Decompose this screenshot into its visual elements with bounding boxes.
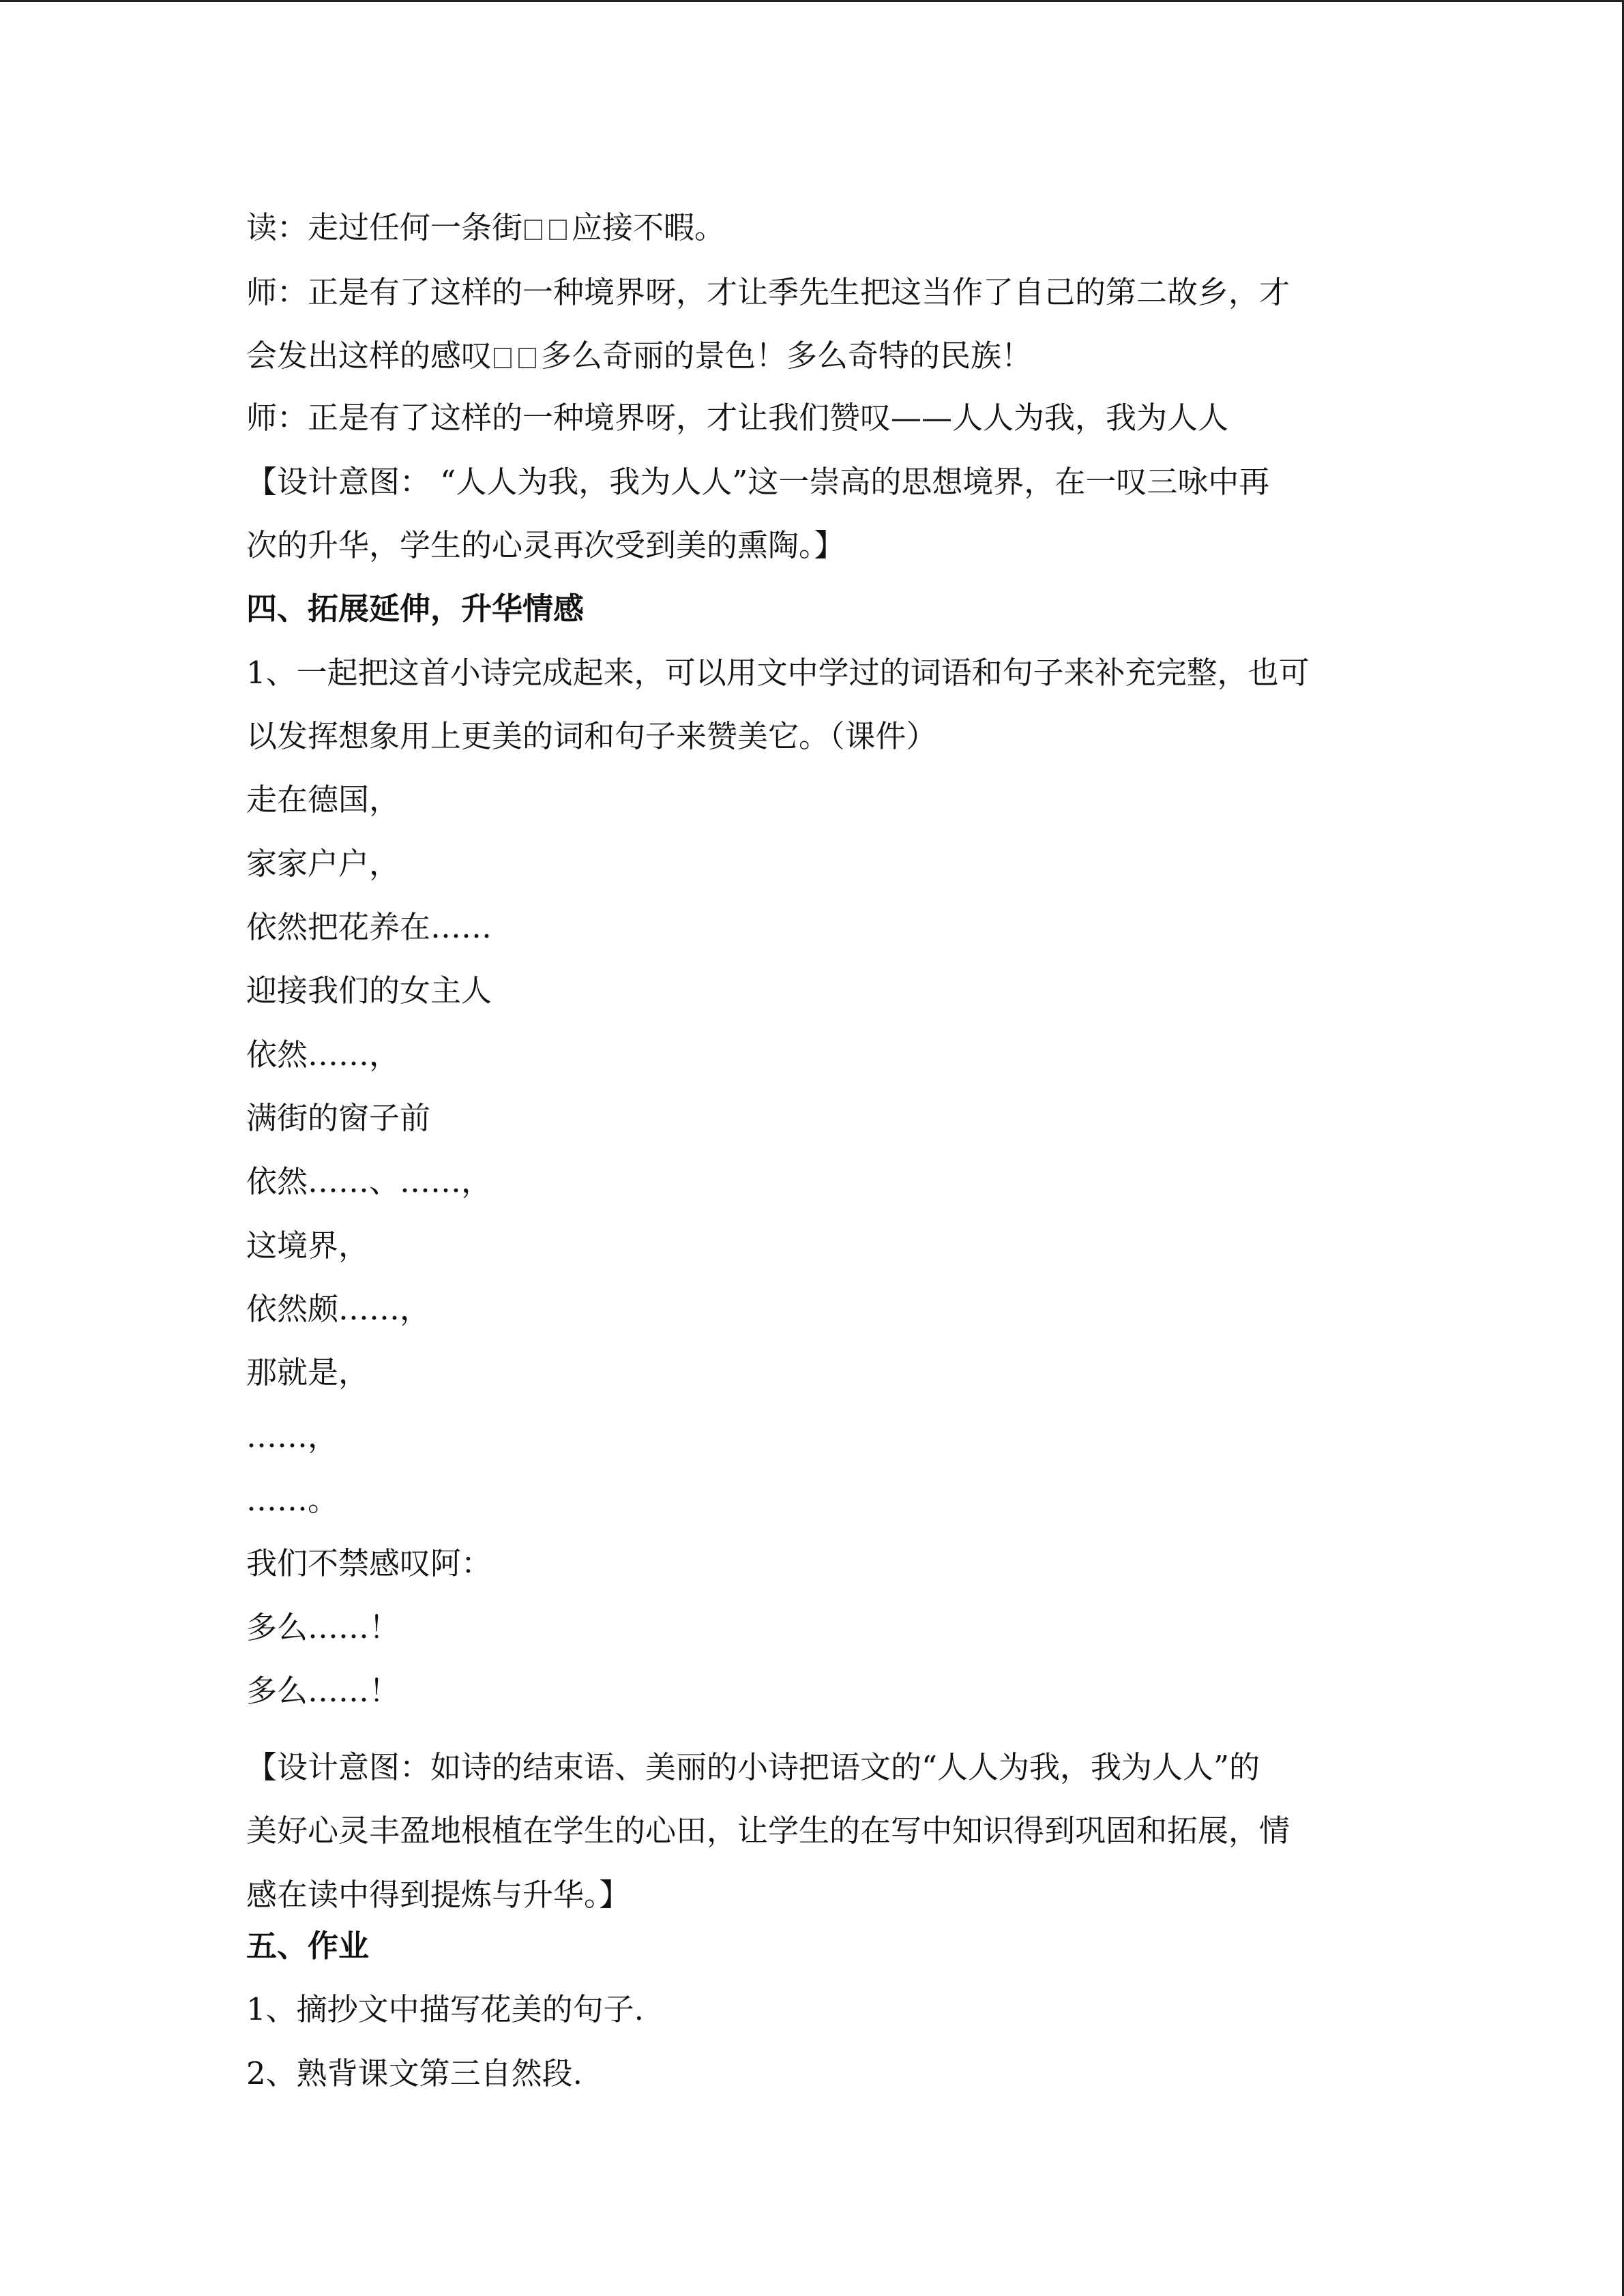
poem-line: 依然……、……， [246,1163,492,1199]
dialogue-line-continuation [246,337,1032,375]
dialogue-line-reading [246,209,725,247]
missing-glyph-box-icon [525,220,542,240]
poem-line: ……， [246,1418,339,1455]
page-top-border [0,0,1624,2]
design-intent-note: 【设计意图： “人人为我，我为人人”这一崇高的思想境界，在一叹三咏中再 [246,464,1270,500]
poem-line: 依然……， [246,1037,400,1073]
missing-glyph-box-icon [549,220,567,240]
homework-item: 2、熟背课文第三自然段. [246,2055,582,2091]
paragraph-line: 1、一起把这首小诗完成起来，可以用文中学过的词语和句子来补充完整，也可 [246,655,1310,691]
missing-glyph-box-icon [494,348,512,368]
poem-line: 满街的窗子前 [246,1100,431,1136]
poem-line: 这境界， [246,1227,370,1264]
design-intent-note: 次的升华，学生的心灵再次受到美的熏陶。】 [246,527,845,563]
poem-line: 依然把花养在…… [246,909,492,945]
design-intent-note: 感在读中得到提炼与升华。】 [246,1877,630,1913]
poem-line: 我们不禁感叹阿： [246,1545,492,1581]
dialogue-line-teacher: 师：正是有了这样的一种境界呀，才让我们赞叹——人人为我，我为人人 [246,400,1229,436]
dialogue-line-teacher: 师：正是有了这样的一种境界呀，才让季先生把这当作了自己的第二故乡，才 [246,274,1290,310]
text-segment: 多么奇丽的景色！多么奇特的民族！ [541,338,1033,374]
missing-glyph-box-icon [518,348,536,368]
poem-line: ……。 [246,1482,339,1518]
section-heading: 五、作业 [246,1928,370,1964]
poem-line: 多么……！ [246,1609,400,1645]
text-segment: 应接不暇。 [572,209,726,245]
text-segment: 会发出这样的感叹 [246,338,492,374]
poem-line: 迎接我们的女主人 [246,972,492,1009]
poem-line: 多么……！ [246,1673,400,1709]
design-intent-note: 美好心灵丰盈地根植在学生的心田，让学生的在写中知识得到巩固和拓展，情 [246,1813,1290,1849]
poem-line: 那就是， [246,1354,370,1390]
poem-line: 走在德国， [246,781,400,818]
homework-item: 1、摘抄文中描写花美的句子. [246,1991,644,2027]
design-intent-note: 【设计意图：如诗的结束语、美丽的小诗把语文的“人人为我，我为人人”的 [246,1749,1260,1785]
poem-line: 家家户户， [246,846,400,882]
poem-line: 依然颇……， [246,1291,431,1327]
section-heading: 四、拓展延伸，升华情感 [246,591,585,627]
text-segment: 读：走过任何一条街 [246,209,523,245]
paragraph-line: 以发挥想象用上更美的词和句子来赞美它。（课件） [246,718,937,754]
